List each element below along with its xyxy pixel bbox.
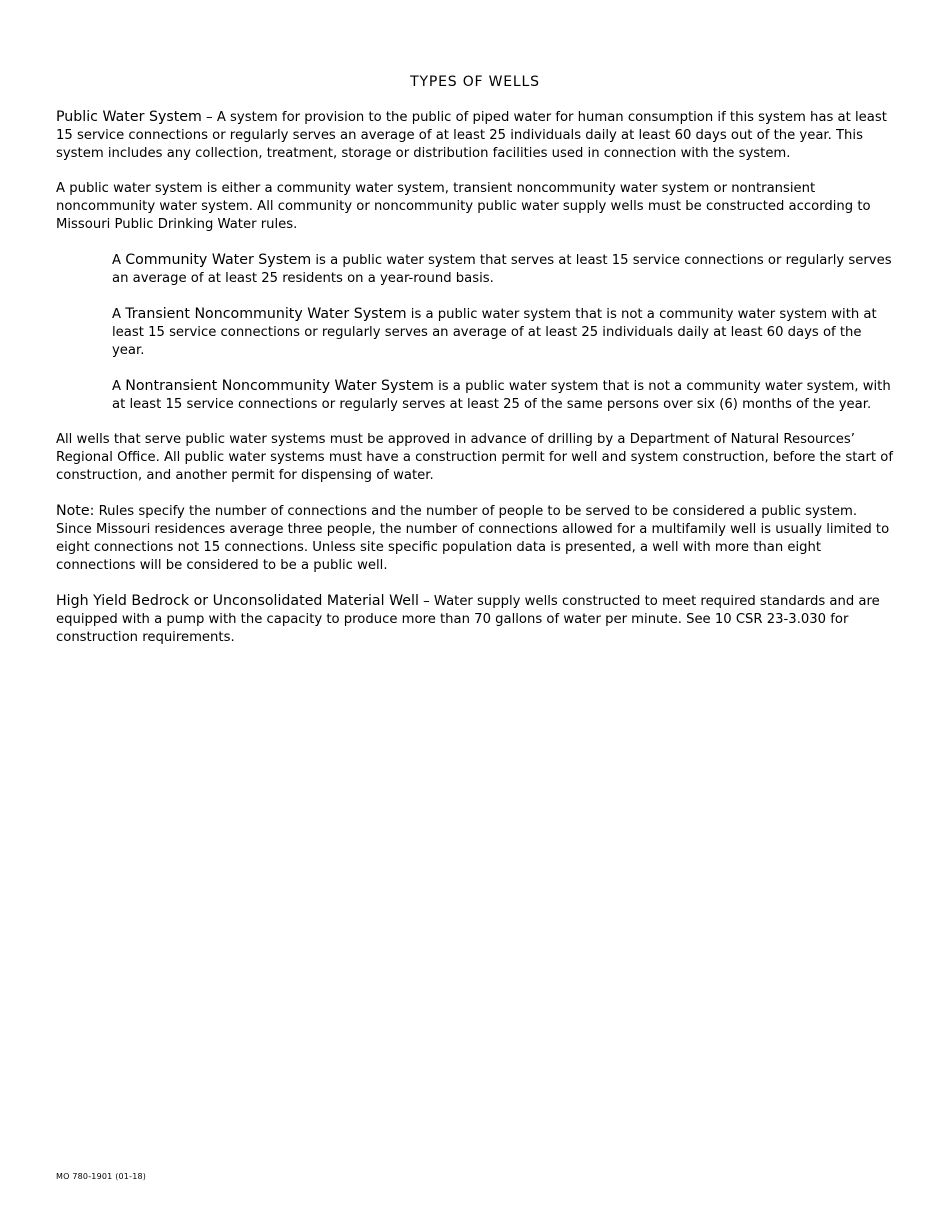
nontransient-definition (112, 377, 896, 414)
nontransient-prefix: A (112, 379, 126, 394)
approval-paragraph: All wells that serve public water systems must be approved in advance of drilling by a Department of Natural Resources’ Regional Office. All public water systems must have a construction permit for well and system construction, before the start of construction, and another permit for dispensing of water. (56, 432, 893, 483)
note-text: Rules specify the number of connections and the number of people to be served to be considered a public system. Since Missouri residences average three people, the number of connections allowed for a multifamily well is usually limited to eight connections not 15 connections. Unless site specific population data is presented, a well with more than eight connections will be considered to be a public well. (56, 504, 890, 573)
note-paragraph (56, 502, 896, 575)
high-yield-separator: – (418, 594, 434, 609)
high-yield-text: Water supply wells constructed to meet required standards and are equipped with a pump with the capacity to produce more than 70 gallons of water per minute. See 10 CSR 23-3.030 for construction requirements. (56, 594, 880, 645)
form-number: MO 780-1901 (01-18) (56, 1172, 147, 1181)
transient-definition (112, 305, 896, 360)
high-yield-term: High Yield Bedrock or Unconsolidated Material Well (56, 593, 419, 609)
community-prefix: A (112, 253, 126, 268)
public-water-system-separator: – (201, 110, 217, 125)
note-label: Note: (56, 503, 95, 519)
transient-text: is a public water system that is not a community water system with at least 15 service connections or regularly serves an average of at least 25 individuals daily at least 60 days of the year. (112, 307, 877, 358)
page-title: TYPES OF WELLS (410, 74, 540, 90)
high-yield-definition (56, 592, 896, 647)
public-water-system-text: A system for provision to the public of piped water for human consumption if this system has at least 15 service connections or regularly serves an average of at least 25 individuals daily at least 60 days out of the year. This system includes any collection, treatment, storage or distribution facilities used in connection with the system. (56, 110, 887, 161)
community-text: is a public water system that serves at least 15 service connections or regularly serves an average of at least 25 residents on a year-round basis. (112, 253, 892, 286)
nontransient-text: is a public water system that is not a community water system, with at least 15 service connections or regularly serves at least 25 of the same persons over six (6) months of the year. (112, 379, 891, 412)
public-water-system-definition (56, 108, 896, 163)
transient-term: Transient Noncommunity Water System (125, 306, 407, 322)
community-definition (112, 251, 896, 288)
classification-paragraph: A public water system is either a community water system, transient noncommunity water system or nontransient noncommunity water system. All community or noncommunity public water supply wells must be constructed according to Missouri Public Drinking Water rules. (56, 181, 871, 232)
nontransient-term: Nontransient Noncommunity Water System (125, 378, 434, 394)
public-water-system-term: Public Water System (56, 109, 202, 125)
community-term: Community Water System (125, 252, 312, 268)
document-body (56, 108, 896, 664)
transient-prefix: A (112, 307, 126, 322)
